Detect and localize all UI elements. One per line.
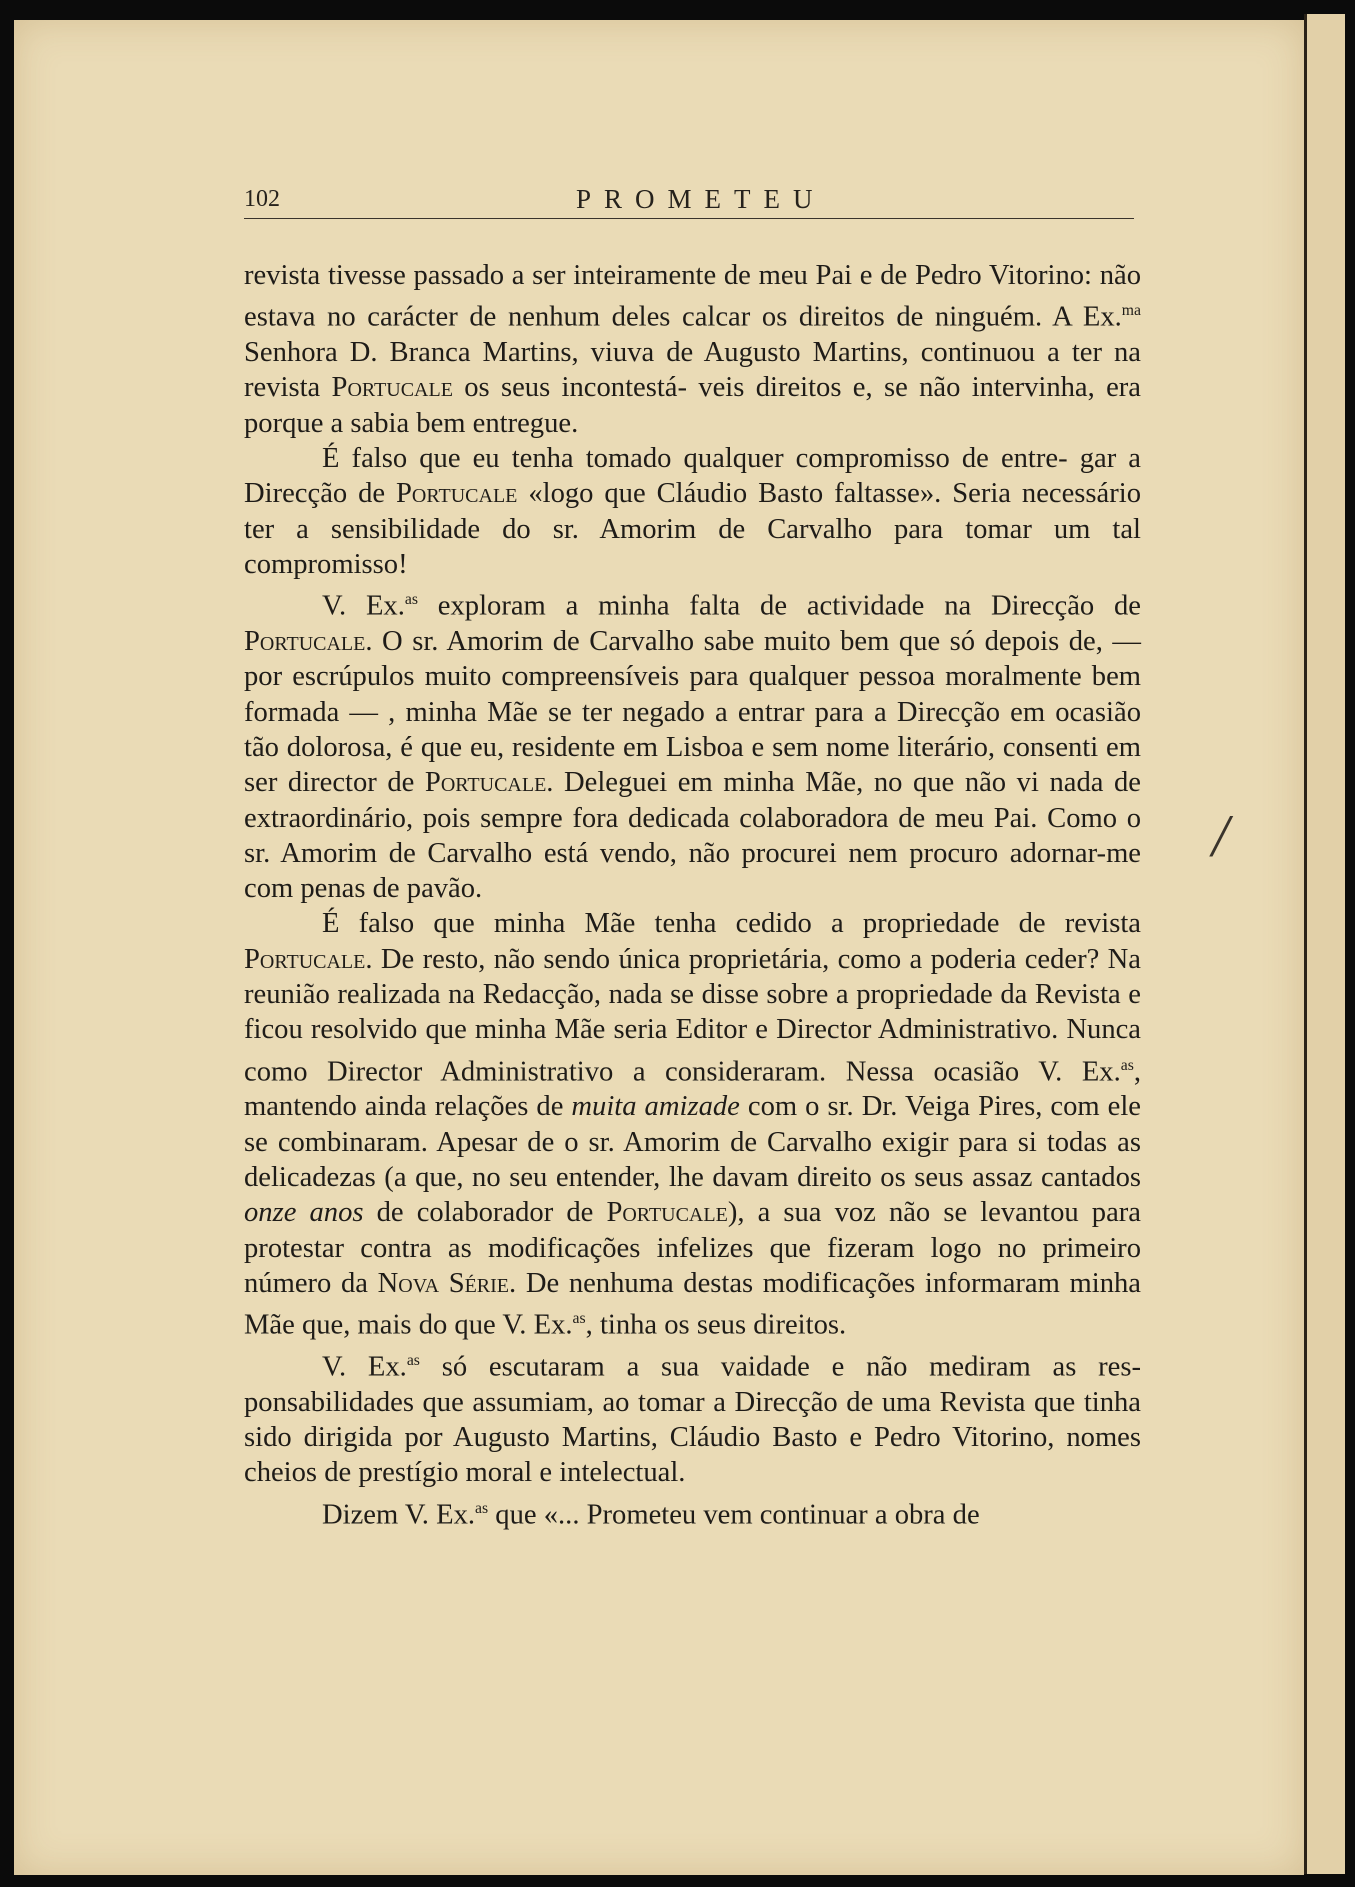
text-run: só escutaram a sua vaidade e não mediram as res- ponsabilidades que assumiam, ao tomar a Direcção de uma Revista que tinha sido dirigida por Augusto Martins, Cláudio Basto e Pedro Vitorino, nomes cheios de prestígio moral e intelectual. xyxy=(244,1351,1142,1489)
text-run: «logo que Cláudio Basto faltasse». Seria necessário ter a sensibilidade do sr. Amorim de Carvalho para tomar um tal compromisso! xyxy=(244,478,1141,580)
text-run: . De resto, não sendo única proprietária, como a poderia ceder? Na reunião realizada na Redacção, nada se disse sobre a propriedade da Revista e ficou resolvido que minha Mãe seria Editor e Director Administrativo. Nunca como Director Administrativo a consideraram. Nessa ocasião V. Ex. xyxy=(244,943,1141,1088)
superscript-abbrev: as xyxy=(475,1499,489,1517)
text-run: É falso que minha Mãe tenha cedido a propriedade de revista xyxy=(322,908,1141,940)
small-caps-title: Portucale xyxy=(244,943,366,975)
paragraph xyxy=(244,582,1141,906)
small-caps-title: Portucale xyxy=(606,1197,728,1229)
text-run: , tinha os seus direitos. xyxy=(585,1309,847,1341)
text-run: Senhora D. Branca Martins, viuva de Augusto Martins, continuou a ter na revista xyxy=(244,337,1141,404)
journal-title: PROMETEU xyxy=(576,184,826,214)
page-number: 102 xyxy=(244,186,280,212)
text-run: com o sr. Dr. Veiga Pires, com ele se combinaram. Apesar de o sr. Amorim de Carvalho exigir para si todas as delicadezas (a que, no seu entender, lhe davam direito os seus assaz cantados xyxy=(244,1091,1142,1194)
text-run: Dizem V. Ex. xyxy=(322,1499,476,1531)
paragraph xyxy=(244,258,1141,441)
next-page-edge xyxy=(1304,14,1345,1874)
handwritten-margin-mark: / xyxy=(1212,803,1229,869)
text-run: V. Ex. xyxy=(322,1351,407,1383)
small-caps-title: Portucale xyxy=(331,372,453,404)
text-run: V. Ex. xyxy=(322,590,405,622)
text-run: ), a sua voz não se levantou para protestar contra as modificações infelizes que fizeram logo no primeiro número da xyxy=(244,1197,1141,1299)
text-run: de colaborador de xyxy=(363,1197,607,1229)
text-run: os seus incontestá- veis direitos e, se não intervinha, era porque a sabia bem entregue. xyxy=(244,372,1141,439)
text-run: exploram a minha falta de actividade na Direcção de xyxy=(417,590,1142,622)
superscript-abbrev: ma xyxy=(1121,302,1141,320)
text-run: . Deleguei em minha Mãe, no que não vi nada de extraordinário, pois sempre fora dedicada colaboradora de meu Pai. Como o sr. Amorim de Carvalho está vendo, não procurei nem procuro adornar-me com penas de pavão. xyxy=(244,767,1141,905)
small-caps-title: Nova Série xyxy=(377,1267,510,1299)
paragraph xyxy=(244,906,1141,1343)
italic-phrase: muita amizade xyxy=(571,1091,740,1123)
small-caps-title: Portucale xyxy=(424,767,547,799)
body-text xyxy=(244,258,1141,1533)
text-run: que «... Prometeu vem continuar a obra de xyxy=(488,1499,980,1531)
superscript-abbrev: as xyxy=(1120,1056,1134,1074)
text-run: , mantendo ainda relações de xyxy=(244,1056,1141,1123)
italic-phrase: onze anos xyxy=(244,1197,364,1229)
small-caps-title: Portucale xyxy=(244,626,366,658)
superscript-abbrev: as xyxy=(404,591,418,609)
superscript-abbrev: as xyxy=(572,1310,586,1328)
paragraph xyxy=(244,1491,1141,1533)
running-head xyxy=(244,182,1134,219)
text-run: É falso que eu tenha tomado qualquer compromisso de entre- gar a Direcção de xyxy=(244,443,1141,510)
text-run: . De nenhuma destas modificações informaram minha Mãe que, mais do que V. Ex. xyxy=(244,1267,1141,1341)
text-run: revista tivesse passado a ser inteiramente de meu Pai e de Pedro Vitorino: não estava no carácter de nenhum deles calcar os direitos de ninguém. A Ex. xyxy=(244,260,1141,333)
paragraph xyxy=(244,1343,1141,1491)
superscript-abbrev: as xyxy=(406,1352,420,1370)
paragraph xyxy=(244,441,1141,582)
text-run: . O sr. Amorim de Carvalho sabe muito bem que só depois de, — por escrúpulos muito compreensíveis para qualquer pessoa moralmente bem formada — , minha Mãe se ter negado a entrar para a Direcção em ocasião tão dolorosa, é que eu, residente em Lisboa e sem nome literário, consenti em ser director de xyxy=(244,626,1141,799)
small-caps-title: Portucale xyxy=(396,478,518,510)
